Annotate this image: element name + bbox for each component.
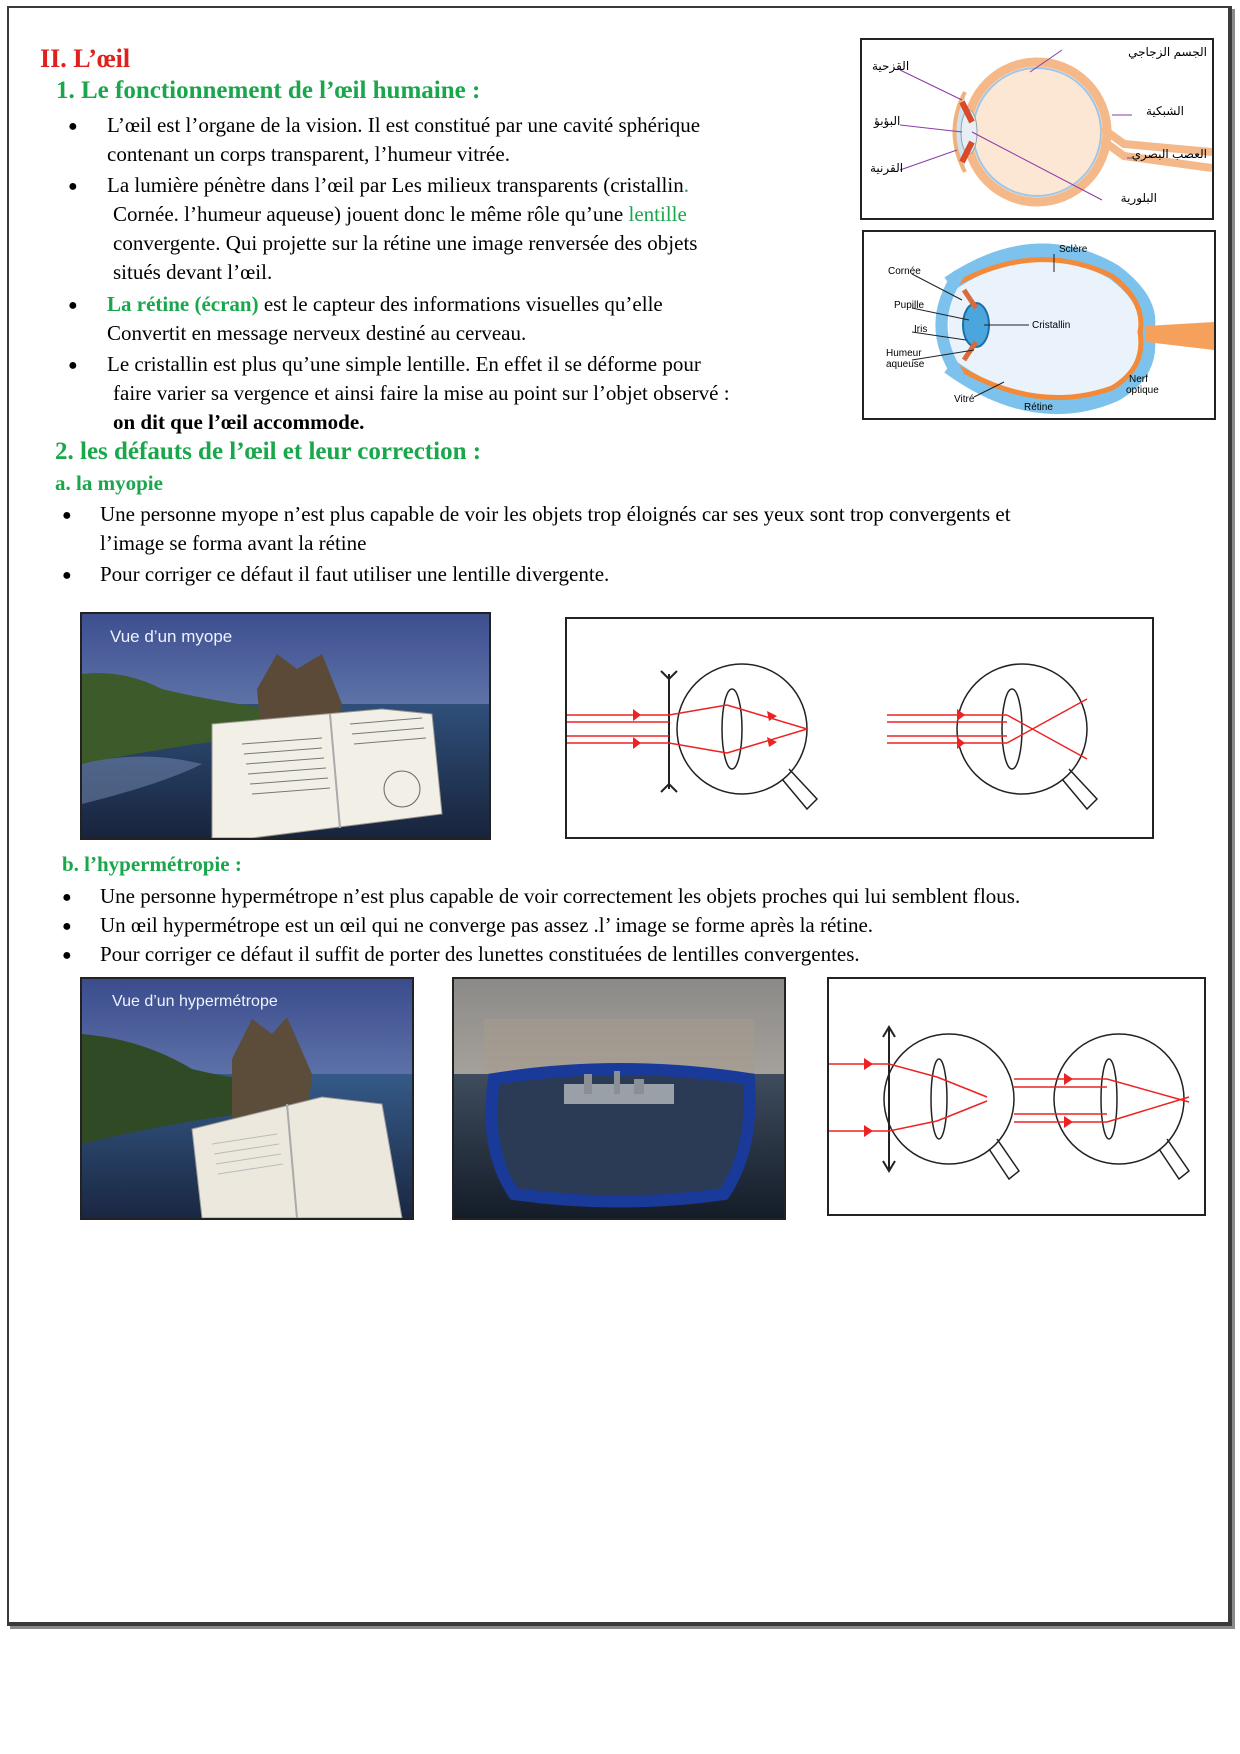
label-cornee: Cornée (888, 266, 921, 277)
eye-diagram-arabic (860, 38, 1214, 220)
label-retine: Rétine (1024, 402, 1053, 413)
hypermetrope-caption: Vue d’un hypermétrope (112, 993, 278, 1010)
bullet-dot: ● (62, 918, 72, 935)
bullet-dot: ● (62, 567, 72, 584)
myopie-title: a. la myopie (55, 471, 163, 495)
label-lens-ar: البلورية (1120, 191, 1157, 205)
s1-b3-line1: La rétine (écran) est le capteur des informations visuelles qu’elle (107, 292, 663, 316)
bullet-dot: ● (62, 889, 72, 906)
label-pupil-ar: البؤبؤ (874, 114, 901, 128)
bullet-dot: ● (62, 947, 72, 964)
label-optic-nerve-ar: العصب البصري (1131, 147, 1207, 161)
glasses-photo (452, 977, 786, 1220)
s1-b2-line4: situés devant l’œil. (113, 260, 273, 284)
s1-b1-line1: L’œil est l’organe de la vision. Il est constitué par une cavité sphérique (107, 113, 701, 137)
section-title: II. L’œil (40, 44, 131, 73)
bullet-dot: ● (68, 178, 78, 195)
myopia-ray-diagram (565, 617, 1154, 839)
s1-b4-line2: faire varier sa vergence et ainsi faire la mise au point sur l’objet observé : (113, 381, 730, 405)
label-nerf-2: optique (1126, 385, 1159, 396)
bullet-dot: ● (68, 357, 78, 374)
label-cristallin: Cristallin (1032, 320, 1071, 331)
hyper-b3: Pour corriger ce défaut il suffit de porter des lunettes constituées de lentilles convergentes. (100, 942, 860, 966)
label-iris: Iris (914, 324, 928, 335)
label-humeur-1: Humeur (886, 348, 922, 359)
myopie-b1-line2: l’image se forma avant la rétine (100, 531, 367, 555)
hypermetropia-ray-diagram (827, 977, 1206, 1216)
label-vitreous: الجسم الزجاجي (1128, 45, 1207, 59)
label-humeur-2: aqueuse (886, 359, 925, 370)
myope-photo (80, 612, 491, 840)
s1-b4-line3: on dit que l’œil accommode. (113, 410, 365, 434)
label-retina-ar: الشبكية (1146, 104, 1184, 118)
hypermetrope-photo (80, 977, 414, 1220)
label-nerf-1: Nerf (1129, 374, 1148, 385)
hyper-b2: Un œil hypermétrope est un œil qui ne converge pas assez .l’ image se forme après la rétine. (100, 913, 874, 937)
bullet-dot: ● (62, 507, 72, 524)
s1-b4-line1: Le cristallin est plus qu’une simple lentille. En effet il se déforme pour (107, 352, 701, 376)
hypermetropie-title: b. l’hypermétropie : (62, 852, 242, 876)
s1-b1-line2: contenant un corps transparent, l’humeur vitrée. (107, 142, 510, 166)
label-vitre: Vitré (954, 394, 975, 405)
s1-b2-line3: convergente. Qui projette sur la rétine une image renversée des objets (113, 231, 698, 255)
myopie-b2: Pour corriger ce défaut il faut utiliser une lentille divergente. (100, 562, 610, 586)
label-pupille: Pupille (894, 300, 925, 311)
eye-diagram-french (862, 230, 1216, 420)
s1-title: 1. Le fonctionnement de l’œil humaine : (56, 77, 481, 104)
hyper-b1: Une personne hypermétrope n’est plus capable de voir correctement les objets proches qui lui semblent flous. (100, 884, 1021, 908)
label-iris-ar: القزحية (872, 59, 910, 73)
myopie-b1-line1: Une personne myope n’est plus capable de voir les objets trop éloignés car ses yeux sont trop convergents et (100, 502, 1011, 526)
s2-title: 2. les défauts de l’œil et leur correction : (55, 438, 482, 465)
bullet-dot: ● (68, 297, 78, 314)
s1-b2-line1: La lumière pénètre dans l’œil par Les milieux transparents (cristallin. (107, 173, 689, 197)
label-sclere: Sclère (1059, 244, 1088, 255)
s1-b3-line2: Convertit en message nerveux destiné au cerveau. (107, 321, 527, 345)
label-cornea-ar: القرنية (870, 161, 904, 175)
s1-b2-line2: Cornée. l’humeur aqueuse) jouent donc le même rôle qu’une lentille (113, 202, 687, 226)
myope-caption: Vue d’un myope (110, 627, 233, 646)
bullet-dot: ● (68, 118, 78, 135)
